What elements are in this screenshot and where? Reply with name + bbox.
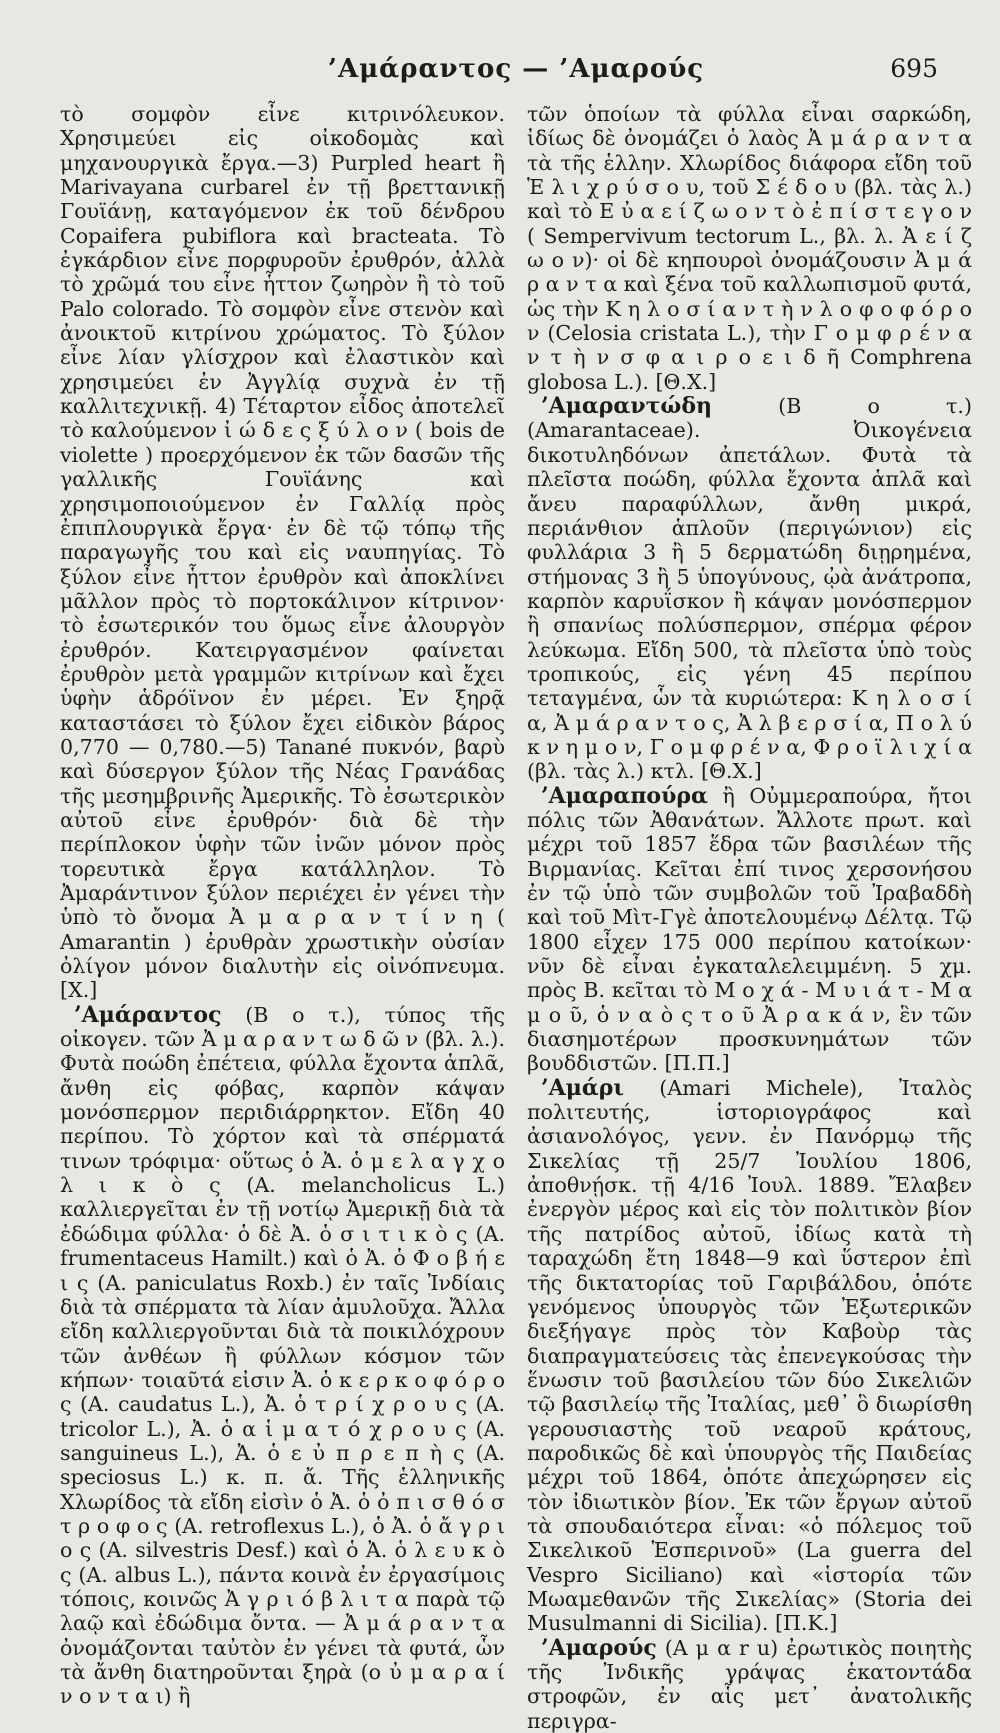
paragraph	[60, 1003, 505, 1709]
paragraph: τὸ σομφὸν εἶνε κιτρινόλευκον. Χρησιμεύει εἰς οἰκοδομὰς καὶ μηχανουργικὰ ἔργα.—3) Purpled heart ἢ Marivayana curbarel ἐν τῇ βρεττανικῇ Γουϊάνῃ, καταγόμενον ἐκ τοῦ δένδρου Copaifera pubiflora καὶ bracteata. Τὸ ἐγκάρδιον εἶνε πορφυροῦν ἐρυθρόν, ἀλλὰ τὸ χρῶμά του εἶνε ἧττον ζωηρὸν ἢ τὸ τοῦ Palo colorado. Τὸ σομφὸν εἶνε στενὸν καὶ ἀνοικτοῦ κιτρίνου χρώματος. Τὸ ξύλον εἶνε λίαν γλίσχρον καὶ ἐλαστικὸν καὶ χρησιμεύει ἐν Ἀγγλίᾳ συχνὰ ἐν τῇ καλλιτεχνικῇ. 4) Τέταρτον εἶδος ἀποτελεῖ τὸ καλούμενον ἰ ώ δ ε ς ξ ύ λ ο ν ( bois de violette ) προερχόμενον ἐκ τῶν δασῶν τῆς γαλλικῆς Γουϊάνης καὶ χρησιμοποιούμενον ἐν Γαλλίᾳ πρὸς ἐπιπλουργικὰ ἔργα· ἐν δὲ τῷ τόπῳ τῆς παραγωγῆς του καὶ εἰς ναυπηγίας. Τὸ ξύλον εἶνε ἧττον ἐρυθρὸν καὶ ἀποκλίνει μᾶλλον πρὸς τὸ πορτοκάλινον κίτρινον· τὸ ἐσωτερικόν του ὅμως εἶνε ἀλουργὸν ἐρυθρόν. Κατειργασμένον φαίνεται ἐρυθρὸν μετὰ γραμμῶν κιτρίνων καὶ ἔχει ὑφὴν ἁδρόϊνον ἐν μέρει. Ἐν ξηρᾷ καταστάσει τὸ ξύλον ἔχει εἰδικὸν βάρος 0,770 — 0,780.—5) Tanané πυκνόν, βαρὺ καὶ δύσεργον ξύλον τῆς Νέας Γρανάδας τῆς μεσημβρινῆς Ἀμερικῆς. Τὸ ἐσωτερικὸν αὐτοῦ εἶνε ἐρυθρόν· διὰ δὲ τὴν περίπλοκον ὑφὴν τῶν ἰνῶν μόνον πρὸς τορευτικὰ ἔργα κατάλληλον. Τὸ Ἀμαράντινον ξύλον περιέχει ἐν γένει τὴν ὑπὸ τὸ ὄνομα Ἀ μ α ρ α ν τ ί ν η ( Amarantin ) ἐρυθρὰν χρωστικὴν οὐσίαν ὀλίγον μόνον διαλυτὴν εἰς οἰνόπνευμα. [Χ.]	[60, 102, 505, 1003]
paragraph	[527, 784, 972, 1076]
entry-text: (Amari Michele), Ἰταλὸς πολιτευτής, ἱστοριογράφος καὶ ἀσιανολόγος, γενν. ἐν Πανόρμῳ τῆς Σικελίας τῇ 25/7 Ἰουλίου 1806, ἀποθνῄσκ. τῇ 4/16 Ἰουλ. 1889. Ἔλαβεν ἐνεργὸν μέρος καὶ εἰς τὸν πολιτικὸν βίον τῆς πατρίδος αὐτοῦ, ἰδίως κατὰ τὴ ταραχώδη ἔτη 1848—9 καὶ ὕστερον ἐπὶ τῆς δικτατορίας τοῦ Γαριβάλδου, ὁπότε γενόμενος ὑπουργὸς τῶν Ἐξωτερικῶν διεξήγαγε πρὸς τὸν Καβοὺρ τὰς διαπραγματεύσεις τὰς ἐπενεγκούσας τὴν ἕνωσιν τοῦ βασιλείου τῶν δύο Σικελιῶν τῷ βασιλείῳ τῆς Ἰταλίας, μεθ᾽ ὃ διωρίσθη γερουσιαστὴς τοῦ νεαροῦ κράτους, παροδικῶς δὲ καὶ ὑπουργὸς τῆς Παιδείας μέχρι τοῦ 1864, ὁπότε ἀπεχώρησεν εἰς τὸν ἰδιωτικὸν βίον. Ἐκ τῶν ἔργων αὐτοῦ τὰ σπουδαιότερα εἶναι: «ὁ πόλεμος τοῦ Σικελικοῦ Ἑσπερινοῦ» (La guerra del Vespro Siciliano) καὶ «ἱστορία τῶν Μωαμεθανῶν τῆς Σικελίας» (Storia dei Musulmanni di Sicilia). [Π.Κ.]	[527, 1075, 972, 1636]
entry-text: (Α μ α r u) ἐρωτικὸς ποιητὴς τῆς Ἰνδικῆς γράψας ἑκατοντάδα στροφῶν, ἐν αἷς μετ᾽ ἀνατολικῆς περιγρα-	[527, 1635, 972, 1733]
entry-headword: ’Αμάρι	[541, 1074, 625, 1101]
header-title: ’Αμάραντος — ’Αμαρούς	[327, 54, 705, 84]
entry-headword: ’Αμαραντώδη	[541, 393, 713, 420]
paragraph	[527, 1636, 972, 1733]
entry-text: (Β ο τ.), τύπος τῆς οἰκογεν. τῶν Ἀ μ α ρ α ν τ ω δ ῶ ν (βλ. λ.). Φυτὰ ποώδη ἐπέτεια, φύλλα ἔχοντα ἁπλᾶ, ἄνθη εἰς φόβας, καρπὸν κάψαν μονόσπερμον περιδιάρρηκτον. Εἴδη 40 περίπου. Τὸ χόρτον καὶ τὰ σπέρματά τινων τρόφιμα· οὕτως ὁ Ἀ. ὁ μ ε λ α γ χ ο λ ι κ ὸ ς (A. melancholicus L.) καλλιεργεῖται ἐν τῇ νοτίῳ Ἀμερικῇ διὰ τὰ ἐδώδιμα φύλλα· ὁ δὲ Ἀ. ὁ σ ι τ ι κ ὸ ς (A. frumentaceus Hamilt.) καὶ ὁ Ἀ. ὁ Φ ο β ή ε ι ς (A. paniculatus Roxb.) ἐν ταῖς Ἰνδίαις διὰ τὰ σπέρματα τὰ λίαν ἀμυλοῦχα. Ἄλλα εἴδη καλλιεργοῦνται διὰ τὰ ποικιλόχρουν τῶν ἀνθέων ἢ φύλλων κόσμον τῶν κήπων· τοιαῦτά εἰσιν Ἀ. ὁ κ ε ρ κ ο φ ό ρ ο ς (A. caudatus L.), Ἀ. ὁ τ ρ ί χ ρ ο υ ς (A. tricolor L.), Ἀ. ὁ α ἱ μ α τ ό χ ρ ο υ ς (A. sanguineus L.), Ἀ. ὁ ε ὐ π ρ ε π ὴ ς (A. speciosus L.) κ. π. ἄ. Τῆς ἑλληνικῆς Χλωρίδος τὰ εἴδη εἰσὶν ὁ Ἀ. ὁ ὀ π ι σ θ ό σ τ ρ ο φ ο ς (A. retroflexus L.), ὁ Ἀ. ὁ ἄ γ ρ ι ο ς (A. silvestris Desf.) καὶ ὁ Ἀ. ὁ λ ε υ κ ὸ ς (A. albus L.), πάντα κοινὰ ἐν ἐργασίμοις τόποις, κοινῶς Ἀ γ ρ ι ό β λ ι τ α παρὰ τῷ λαῷ καὶ ἐδώδιμα ὄντα. — Ἀ μ ά ρ α ν τ α ὀνομάζονται ταὐτὸν ἐν γένει τὰ φυτά, ὧν τὰ ἄνθη διατηροῦνται ξηρὰ (ο ὐ μ α ρ α ί ν ο ν τ α ι) ἢ	[60, 1002, 505, 1709]
entry-headword: ’Αμαραπούρα	[541, 782, 708, 809]
running-header	[60, 54, 972, 94]
entry-headword: ’Αμαρούς	[541, 1634, 657, 1661]
entry-text: ἢ Οὐμμεραπούρα, ἤτοι πόλις τῶν Ἀθανάτων. Ἄλλοτε πρωτ. καὶ μέχρι τοῦ 1857 ἕδρα τῶν βασιλέων τῆς Βιρμανίας. Κεῖται ἐπί τινος χερσονήσου ἐν τῷ ὑπὸ τῶν συμβολῶν τοῦ Ἰραβαδδὴ καὶ τοῦ Μὶτ-Γγὲ ἀποτελουμένῳ Δέλτᾳ. Τῷ 1800 εἶχεν 175 000 περίπου κατοίκων· νῦν δὲ εἶναι ἐγκαταλελειμμένη. 5 χμ. πρὸς Β. κεῖται τὸ Μ ο χ ά - Μ υ ι ά τ - Μ α μ ο ῦ, ὁ ν α ὸ ς τ ο ῦ Ἀ ρ α κ ά ν, ἓν τῶν διασημοτέρων προσκυνημάτων τῶν βουδδιστῶν. [Π.Π.]	[527, 783, 972, 1076]
entry-headword: ’Αμάραντος	[74, 1001, 222, 1028]
paragraph	[527, 394, 972, 784]
text-columns	[60, 102, 972, 1733]
paragraph: τῶν ὁποίων τὰ φύλλα εἶναι σαρκώδη, ἰδίως δὲ ὀνομάζει ὁ λαὸς Ἀ μ ά ρ α ν τ α τὰ τῆς ἑλλην. Χλωρίδος διάφορα εἴδη τοῦ Ἑ λ ι χ ρ ύ σ ο υ, τοῦ Σ έ δ ο υ (βλ. τὰς λ.) καὶ τὸ Ε ὐ α ε ί ζ ω ο ν τ ὸ ἐ π ί σ τ ε γ ο ν ( Sempervivum tectorum L., βλ. λ. Ἀ ε ί ζ ω ο ν)· οἱ δὲ κηπουροὶ ὀνομάζουσιν Ἀ μ ά ρ α ν τ α καὶ ξένα τοῦ καλλωπισμοῦ φυτά, ὡς τὴν Κ η λ ο σ ί α ν τ ὴ ν λ ο φ ο φ ό ρ ο ν (Celosia cristata L.), τὴν Γ ο μ φ ρ έ ν α ν τ ὴ ν σ φ α ι ρ ο ε ι δ ῆ Comphrena globosa L.). [Θ.Χ.]	[527, 102, 972, 394]
left-column	[60, 102, 505, 1709]
entry-text: (Β ο τ.) (Amarantaceae). Ὀικογένεια δικοτυληδόνων ἀπετάλων. Φυτὰ τὰ πλεῖστα ποώδη, φύλλα ἔχοντα ἁπλᾶ καὶ ἄνευ παραφύλλων, ἄνθη μικρά, περιάνθιον ἁπλοῦν (περιγώνιον) εἰς φυλλάρια 3 ἢ 5 δερματώδη διῃρημένα, στήμονας 3 ἢ 5 ὑπογύνους, ᾠὰ ἀνάτροπα, καρπὸν καρυΐσκον ἢ κάψαν μονόσπερμον ἢ σπανίως πολύσπερμον, σπέρμα φέρον λεύκωμα. Εἴδη 500, τὰ πλεῖστα ὑπὸ τοὺς τροπικούς, εἰς γένη 45 περίπου τεταγμένα, ὧν τὰ κυριώτερα: Κ η λ ο σ ί α, Ἀ μ ά ρ α ν τ ο ς, Ἀ λ β ε ρ σ ί α, Π ο λ ύ κ ν η μ ο ν, Γ ο μ φ ρ έ ν α, Φ ρ ο ϊ λ ι χ ί α (βλ. τὰς λ.) κτλ. [Θ.Χ.]	[527, 394, 972, 784]
right-column	[527, 102, 972, 1733]
paragraph	[527, 1076, 972, 1636]
page-number: 695	[890, 54, 938, 83]
